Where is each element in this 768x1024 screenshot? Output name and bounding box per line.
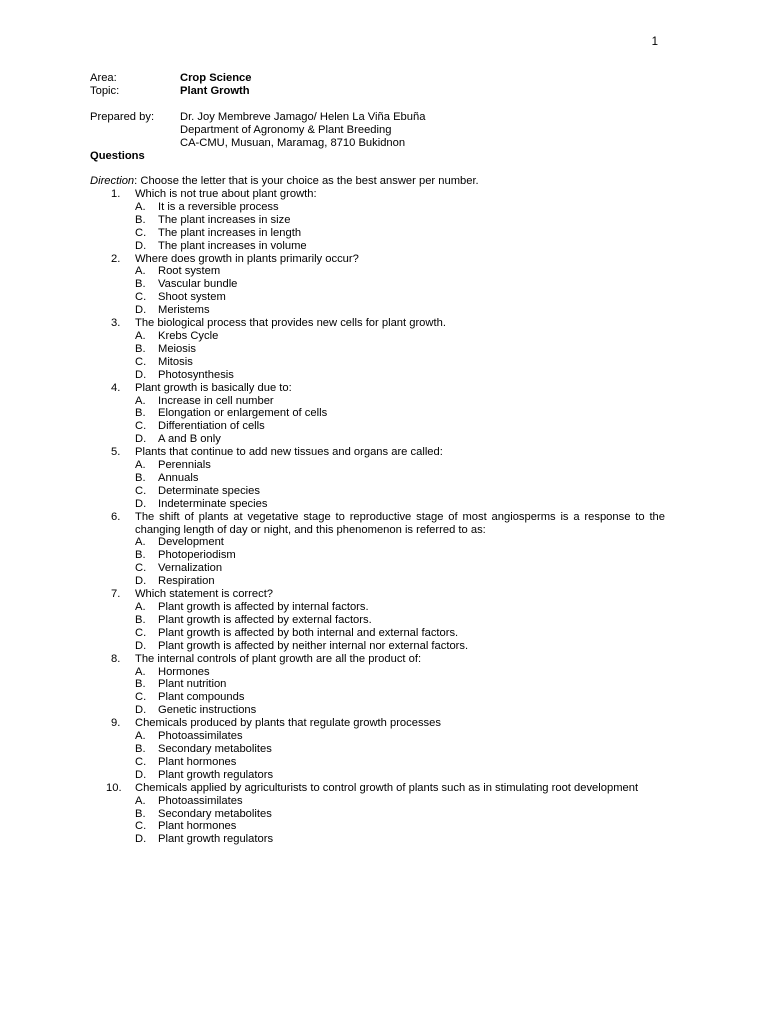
- question-list: [90, 188, 665, 846]
- topic-value: Plant Growth: [180, 84, 250, 97]
- option-text: Plant growth is affected by both internal and external factors.: [158, 626, 459, 639]
- question-number: 6.: [111, 510, 121, 523]
- question-item: [90, 511, 665, 588]
- option-letter: A.: [135, 329, 146, 342]
- answer-option: [135, 795, 665, 808]
- question-number-cell: [90, 511, 135, 537]
- option-text: The plant increases in length: [158, 226, 302, 239]
- option-letter: A.: [135, 665, 146, 678]
- question-number: 3.: [111, 317, 121, 330]
- answer-option: [135, 769, 665, 782]
- answer-options: [135, 330, 665, 382]
- area-label: Area:: [90, 72, 117, 84]
- question-number-cell: [90, 588, 135, 601]
- prepared-row: [90, 111, 690, 149]
- question-item: [90, 188, 665, 253]
- answer-option: [135, 730, 665, 743]
- document-header: [90, 72, 690, 163]
- option-letter: A.: [135, 459, 146, 472]
- direction-line: [90, 175, 690, 188]
- option-letter: B.: [135, 807, 146, 820]
- area-value: Crop Science: [180, 72, 252, 84]
- answer-option: [135, 820, 665, 833]
- answer-options: [135, 730, 665, 782]
- question-number: 5.: [111, 446, 121, 459]
- answer-option: [135, 395, 665, 408]
- question-number-cell: [90, 717, 135, 730]
- answer-option: [135, 833, 665, 846]
- question-item: [90, 717, 665, 782]
- option-text: Elongation or enlargement of cells: [158, 407, 328, 420]
- answer-options: [135, 666, 665, 718]
- answer-options: [135, 201, 665, 253]
- question-text: The shift of plants at vegetative stage to reproductive stage of most angiosperms is a response to the changing length of day or night, and this phenomenon is referred to as:: [135, 510, 665, 536]
- question-text: Where does growth in plants primarily occur?: [135, 252, 359, 265]
- option-letter: D.: [135, 833, 147, 846]
- answer-option: [135, 227, 665, 240]
- answer-option: [135, 304, 665, 317]
- answer-options: [135, 395, 665, 447]
- option-text: Meristems: [158, 304, 210, 317]
- option-text: It is a reversible process: [158, 200, 279, 213]
- option-letter: D.: [135, 239, 147, 252]
- option-letter: C.: [135, 691, 147, 704]
- answer-option: [135, 472, 665, 485]
- question-item: [90, 446, 665, 511]
- option-text: Plant growth is affected by neither internal nor external factors.: [158, 639, 469, 652]
- question-number: 1.: [111, 188, 121, 200]
- answer-option: [135, 433, 665, 446]
- answer-option: [135, 666, 665, 679]
- question-text: The biological process that provides new cells for plant growth.: [135, 317, 446, 330]
- question-text: Chemicals applied by agriculturists to control growth of plants such as in stimulating root development: [135, 781, 639, 794]
- option-text: Plant hormones: [158, 820, 237, 833]
- option-text: Plant compounds: [158, 691, 245, 704]
- question-line: [90, 317, 665, 330]
- question-text: Which statement is correct?: [135, 588, 274, 601]
- option-text: Plant growth regulators: [158, 833, 274, 846]
- answer-option: [135, 240, 665, 253]
- option-text: Photoassimilates: [158, 794, 243, 807]
- answer-option: [135, 485, 665, 498]
- question-item: [90, 317, 665, 382]
- option-letter: D.: [135, 639, 147, 652]
- question-line: [90, 188, 665, 201]
- option-text: Shoot system: [158, 291, 226, 304]
- option-letter: B.: [135, 742, 146, 755]
- option-text: Secondary metabolites: [158, 807, 272, 820]
- answer-option: [135, 369, 665, 382]
- option-letter: A.: [135, 200, 146, 213]
- option-text: Annuals: [158, 471, 199, 484]
- option-text: Vernalization: [158, 562, 223, 575]
- question-text: Which is not true about plant growth:: [135, 188, 317, 200]
- direction-text: : Choose the letter that is your choice as the best answer per number.: [134, 175, 479, 187]
- question-line: [90, 511, 665, 537]
- option-text: Plant hormones: [158, 755, 237, 768]
- answer-options: [135, 265, 665, 317]
- prepared-by-lines: [180, 111, 425, 149]
- option-letter: C.: [135, 420, 147, 433]
- option-text: Meiosis: [158, 342, 196, 355]
- question-line: [90, 653, 665, 666]
- answer-option: [135, 265, 665, 278]
- question-line: [90, 382, 665, 395]
- option-text: Photoperiodism: [158, 549, 236, 562]
- answer-option: [135, 562, 665, 575]
- answer-option: [135, 704, 665, 717]
- option-text: Indeterminate species: [158, 497, 268, 510]
- answer-option: [135, 743, 665, 756]
- option-letter: C.: [135, 355, 147, 368]
- option-letter: B.: [135, 549, 146, 562]
- option-letter: D.: [135, 575, 147, 588]
- answer-option: [135, 601, 665, 614]
- question-item: [90, 588, 665, 653]
- option-text: Determinate species: [158, 484, 260, 497]
- area-row: [90, 72, 690, 85]
- answer-option: [135, 356, 665, 369]
- option-text: A and B only: [158, 433, 221, 446]
- option-letter: C.: [135, 291, 147, 304]
- question-line: [90, 253, 665, 266]
- option-letter: A.: [135, 265, 146, 278]
- option-letter: B.: [135, 613, 146, 626]
- question-item: [90, 382, 665, 447]
- question-number-cell: [90, 317, 135, 330]
- prepared-by-address: CA-CMU, Musuan, Maramag, 8710 Bukidnon: [180, 136, 406, 149]
- answer-option: [135, 291, 665, 304]
- question-number-cell: [90, 782, 135, 795]
- question-item: [90, 253, 665, 318]
- option-letter: B.: [135, 278, 146, 291]
- option-text: The plant increases in size: [158, 213, 291, 226]
- question-number-cell: [90, 653, 135, 666]
- answer-option: [135, 201, 665, 214]
- question-number-cell: [90, 188, 135, 201]
- topic-row: [90, 85, 690, 98]
- question-number: 10.: [106, 781, 122, 794]
- answer-option: [135, 627, 665, 640]
- option-text: Hormones: [158, 665, 210, 678]
- option-letter: C.: [135, 562, 147, 575]
- option-text: Photoassimilates: [158, 730, 243, 743]
- option-letter: C.: [135, 626, 147, 639]
- question-number-cell: [90, 382, 135, 395]
- direction-label: Direction: [90, 175, 135, 187]
- option-text: Mitosis: [158, 355, 193, 368]
- question-number: 9.: [111, 717, 121, 730]
- answer-option: [135, 808, 665, 821]
- question-item: [90, 653, 665, 718]
- option-letter: B.: [135, 342, 146, 355]
- option-letter: D.: [135, 368, 147, 381]
- question-number: 4.: [111, 381, 121, 394]
- option-letter: A.: [135, 394, 146, 407]
- option-text: Photosynthesis: [158, 368, 234, 381]
- answer-options: [135, 601, 665, 653]
- option-letter: B.: [135, 407, 146, 420]
- prepared-by-department: Department of Agronomy & Plant Breeding: [180, 123, 392, 136]
- question-text: The internal controls of plant growth are all the product of:: [135, 652, 422, 665]
- question-number-cell: [90, 446, 135, 459]
- question-number-cell: [90, 253, 135, 266]
- answer-option: [135, 614, 665, 627]
- question-number: 2.: [111, 252, 121, 265]
- option-letter: D.: [135, 304, 147, 317]
- option-text: Plant nutrition: [158, 678, 227, 691]
- option-text: Differentiation of cells: [158, 420, 265, 433]
- question-line: [90, 446, 665, 459]
- question-text: Plant growth is basically due to:: [135, 381, 292, 394]
- option-letter: D.: [135, 704, 147, 717]
- question-text: Plants that continue to add new tissues and organs are called:: [135, 446, 443, 459]
- answer-option: [135, 691, 665, 704]
- option-text: Plant growth is affected by external factors.: [158, 613, 372, 626]
- option-letter: A.: [135, 730, 146, 743]
- answer-options: [135, 459, 665, 511]
- option-letter: B.: [135, 678, 146, 691]
- answer-option: [135, 330, 665, 343]
- option-letter: C.: [135, 755, 147, 768]
- option-text: Genetic instructions: [158, 704, 257, 717]
- option-text: Root system: [158, 265, 221, 278]
- option-letter: D.: [135, 768, 147, 781]
- option-letter: C.: [135, 484, 147, 497]
- answer-option: [135, 575, 665, 588]
- option-text: Plant growth is affected by internal factors.: [158, 601, 369, 613]
- option-letter: A.: [135, 794, 146, 807]
- answer-option: [135, 459, 665, 472]
- answer-option: [135, 549, 665, 562]
- answer-options: [135, 795, 665, 847]
- option-letter: C.: [135, 226, 147, 239]
- option-text: Vascular bundle: [158, 278, 238, 291]
- option-text: Development: [158, 536, 224, 549]
- question-line: [90, 588, 665, 601]
- section-title: Questions: [90, 150, 145, 163]
- option-letter: A.: [135, 536, 146, 549]
- option-letter: D.: [135, 433, 147, 446]
- answer-option: [135, 343, 665, 356]
- option-letter: D.: [135, 497, 147, 510]
- question-text: Chemicals produced by plants that regulate growth processes: [135, 717, 441, 730]
- option-letter: A.: [135, 601, 146, 613]
- option-text: Perennials: [158, 459, 211, 472]
- option-text: Increase in cell number: [158, 394, 274, 407]
- option-letter: B.: [135, 213, 146, 226]
- answer-option: [135, 756, 665, 769]
- page-number: 1: [651, 36, 658, 48]
- option-text: Plant growth regulators: [158, 768, 274, 781]
- option-text: Respiration: [158, 575, 215, 588]
- answer-option: [135, 536, 665, 549]
- question-line: [90, 717, 665, 730]
- option-text: Secondary metabolites: [158, 742, 272, 755]
- answer-option: [135, 498, 665, 511]
- question-line: [90, 782, 665, 795]
- option-text: The plant increases in volume: [158, 239, 307, 252]
- question-item: [90, 782, 665, 847]
- answer-option: [135, 407, 665, 420]
- answer-option: [135, 278, 665, 291]
- question-number: 8.: [111, 652, 121, 665]
- answer-option: [135, 420, 665, 433]
- answer-option: [135, 678, 665, 691]
- option-letter: B.: [135, 471, 146, 484]
- answer-options: [135, 536, 665, 588]
- answer-option: [135, 640, 665, 653]
- prepared-by-authors: Dr. Joy Membreve Jamago/ Helen La Viña Ebuña: [180, 111, 426, 124]
- prepared-label: Prepared by:: [90, 111, 155, 124]
- answer-option: [135, 214, 665, 227]
- option-text: Krebs Cycle: [158, 329, 219, 342]
- option-letter: C.: [135, 820, 147, 833]
- question-number: 7.: [111, 588, 121, 601]
- topic-label: Topic:: [90, 84, 120, 97]
